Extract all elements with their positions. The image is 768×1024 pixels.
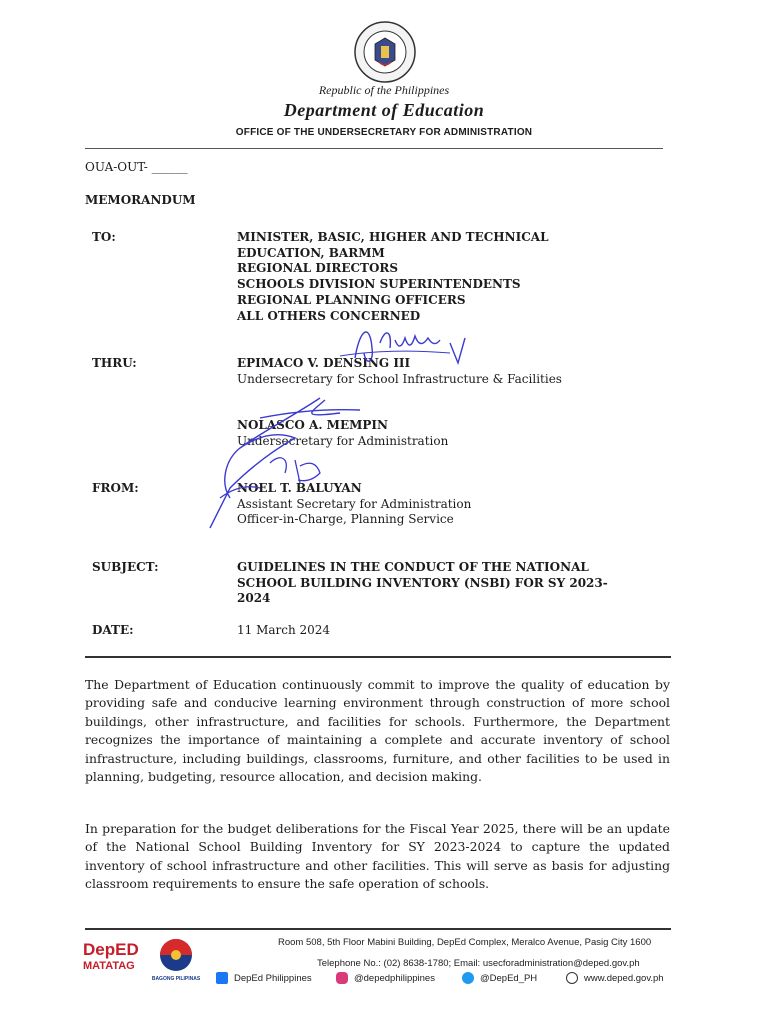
thru-2-title: Undersecretary for Administration	[237, 433, 449, 448]
deped-logo-text: DepED	[83, 940, 139, 959]
instagram-icon	[336, 972, 348, 984]
bagong-pilipinas-logo	[150, 938, 202, 982]
facebook-icon	[216, 972, 228, 984]
facebook-handle: DepEd Philippines	[234, 972, 312, 984]
from-title-1: Assistant Secretary for Administration	[237, 496, 472, 511]
instagram-handle: @depedphilippines	[354, 972, 435, 984]
thru-1	[237, 356, 562, 387]
office-name: OFFICE OF THE UNDERSECRETARY FOR ADMINISTRATION	[235, 127, 533, 138]
twitter-handle: @DepEd_PH	[480, 972, 538, 984]
department-name: Department of Education	[283, 100, 485, 120]
from-title-2: Officer-in-Charge, Planning Service	[237, 512, 454, 527]
to-line: SCHOOLS DIVISION SUPERINTENDENTS	[237, 277, 521, 292]
subject-label: SUBJECT:	[92, 560, 159, 574]
thru-2-name: NOLASCO A. MEMPIN	[237, 418, 389, 432]
date-label: DATE:	[92, 623, 134, 637]
from-name: NOEL T. BALUYAN	[237, 481, 362, 495]
deped-matatag-logo	[83, 940, 151, 972]
date-value: 11 March 2024	[237, 623, 331, 637]
to-line: REGIONAL PLANNING OFFICERS	[237, 292, 466, 307]
matatag-logo-text: MATATAG	[83, 960, 135, 972]
footer-instagram[interactable]	[336, 972, 435, 984]
footer-divider	[85, 928, 671, 930]
thru-2	[237, 418, 448, 449]
memo-type: MEMORANDUM	[85, 193, 196, 207]
body-paragraph-2: In preparation for the budget deliberations for the Fiscal Year 2025, there will be an update of the National School Building Inventory for SY 2023-2024 to capture the updated inventory of school infrastructure and other facilities. This will serve as basis for adjusting classroom requirements to ensure the safe operation of schools.	[85, 821, 670, 892]
header-divider	[85, 148, 663, 149]
to-line: REGIONAL DIRECTORS	[237, 261, 399, 276]
to-line: EDUCATION, BARMM	[237, 245, 385, 260]
from-block	[237, 481, 471, 528]
memo-reference: OUA-OUT- ______	[85, 160, 188, 174]
footer-twitter[interactable]	[462, 972, 537, 984]
body-divider	[85, 656, 671, 658]
globe-icon	[566, 972, 578, 984]
republic-line: Republic of the Philippines	[318, 83, 450, 97]
footer-address: Room 508, 5th Floor Mabini Building, DepEd Complex, Meralco Avenue, Pasig City 1600	[278, 937, 652, 948]
deped-seal-icon	[353, 20, 417, 84]
footer-contact: Telephone No.: (02) 8638-1780; Email: usecforadministration@deped.gov.ph	[317, 958, 640, 969]
website-link: www.deped.gov.ph	[584, 972, 664, 984]
body-paragraph-1: The Department of Education continuously commit to improve the quality of education by providing safe and conducive learning environment through construction of more school buildings, other infrastructure, and facilities for schools. Furthermore, the Department recognizes the importance of maintaining a complete and accurate inventory of school infrastructure, including buildings, classrooms, furniture, and other facilities to be used in planning, budgeting, resource allocation, and decision making.	[85, 677, 670, 785]
subject-text: GUIDELINES IN THE CONDUCT OF THE NATIONAL SCHOOL BUILDING INVENTORY (NSBI) FOR SY 2023-2024	[237, 560, 608, 606]
to-recipients	[237, 230, 549, 324]
bagong-pilipinas-icon	[154, 938, 198, 972]
footer-website[interactable]	[566, 972, 664, 984]
thru-label: THRU:	[92, 356, 137, 370]
to-label: TO:	[92, 230, 116, 244]
thru-1-name: EPIMACO V. DENSING III	[237, 356, 411, 370]
to-line: ALL OTHERS CONCERNED	[237, 308, 421, 323]
twitter-icon	[462, 972, 474, 984]
thru-1-title: Undersecretary for School Infrastructure & Facilities	[237, 371, 562, 386]
from-label: FROM:	[92, 481, 139, 495]
bagong-pilipinas-text: BAGONG PILIPINAS	[151, 976, 201, 982]
to-line: MINISTER, BASIC, HIGHER AND TECHNICAL	[237, 230, 549, 244]
footer-facebook[interactable]	[216, 972, 312, 984]
